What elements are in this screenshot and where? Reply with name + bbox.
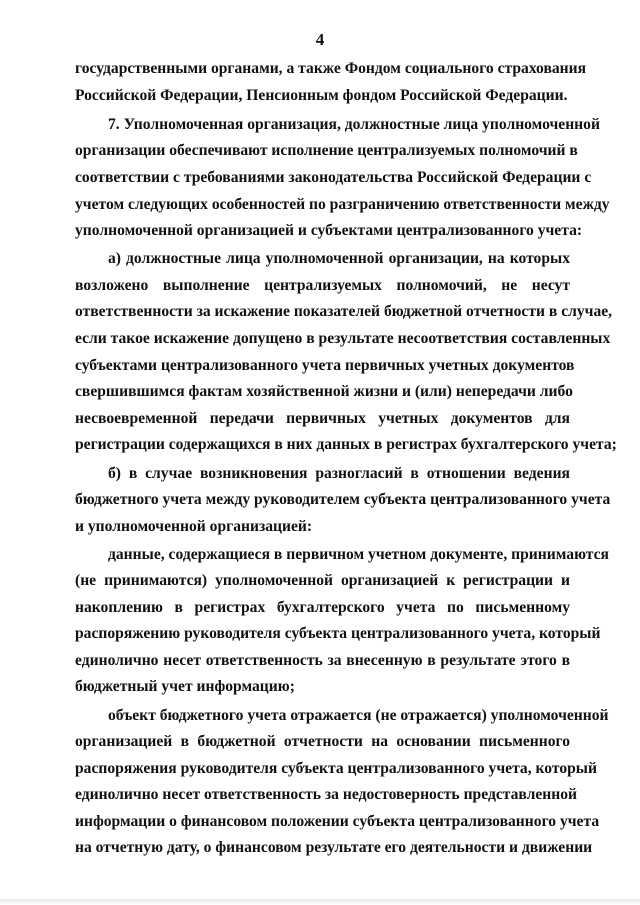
text-line: регистрации содержащихся в них данных в регистрах бухгалтерского учета; [75,436,617,453]
text-line: 7. Уполномоченная организация, должностные лица уполномоченной [108,116,600,133]
text-line: а) должностные лица уполномоченной организации, на которых [108,250,570,267]
text-line: единолично несет ответственность за внесенную в результате этого в [75,652,570,669]
text-line: уполномоченной организацией и субъектами централизованного учета: [75,222,583,239]
text-line: информации о финансовом положении субъекта централизованного учета [75,813,600,830]
text-line: данные, содержащиеся в первичном учетном документе, принимаются [108,546,609,563]
text-line: распоряжения руководителя субъекта централизованного учета, который [75,760,597,777]
text-line: если такое искажение допущено в результате несоответствия составленных [75,330,611,347]
text-line: организацией в бюджетной отчетности на основании письменного [75,733,570,750]
text-line: б) в случае возникновения разногласий в отношении ведения [108,465,570,482]
text-line: на отчетную дату, о финансовом результате его деятельности и движении [75,839,593,856]
text-line: ответственности за искажение показателей бюджетной отчетности в случае, [75,303,613,320]
text-line: свершившимся фактам хозяйственной жизни и (или) непередачи либо [75,383,573,400]
scan-edge [0,899,640,905]
text-line: объект бюджетного учета отражается (не отражается) уполномоченной [108,707,609,724]
text-line: бюджетный учет информацию; [75,678,295,695]
text-line: субъектами централизованного учета первичных учетных документов [75,357,575,374]
text-line: и уполномоченной организацией: [75,518,313,535]
text-line: распоряжению руководителя субъекта централизованного учета, который [75,625,601,642]
text-line: организации обеспечивают исполнение централизуемых полномочий в [75,142,578,159]
text-line: государственными органами, а также Фондом социального страхования [75,60,587,77]
text-line: Российской Федерации, Пенсионным фондом Российской Федерации. [75,87,568,104]
text-line: несвоевременной передачи первичных учетных документов для [75,410,570,427]
text-line: единолично несет ответственность за недостоверность представленной [75,786,578,803]
text-line: учетом следующих особенностей по разграничению ответственности между [75,196,610,213]
page-number: 4 [315,30,325,49]
text-line: (не принимаются) уполномоченной организацией к регистрации и [75,572,570,589]
text-line: возложено выполнение централизуемых полномочий, не несут [75,277,570,294]
text-line: бюджетного учета между руководителем субъекта централизованного учета [75,491,611,508]
text-line: накоплению в регистрах бухгалтерского учета по письменному [75,599,570,616]
text-line: соответствии с требованиями законодательства Российской Федерации с [75,169,592,186]
